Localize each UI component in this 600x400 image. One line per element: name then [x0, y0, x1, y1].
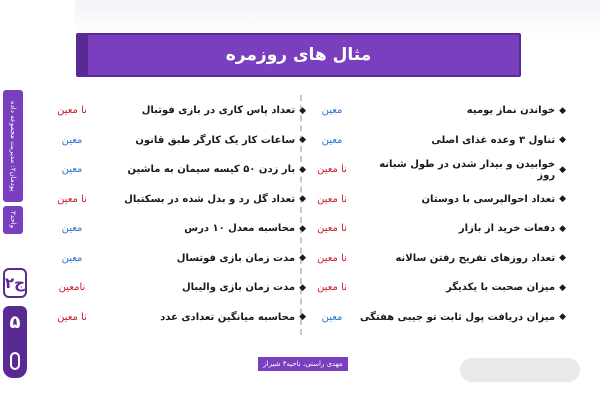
classification-label: نا معین	[57, 193, 87, 205]
example-row	[40, 214, 310, 244]
bullet-icon: ◆	[299, 164, 306, 175]
example-item	[124, 194, 306, 205]
bullet-icon: ◆	[559, 105, 566, 116]
classification-label: نامعین	[58, 282, 86, 294]
example-item-text: خواندن نماز یومیه	[466, 105, 556, 117]
example-item	[142, 105, 306, 116]
classification-label: نا معین	[317, 282, 347, 294]
right-example-column	[300, 96, 570, 332]
example-row	[40, 155, 310, 185]
example-item-text: تعداد پاس کاری در بازی فوتبال	[141, 105, 296, 117]
example-item-text: خوابیدن و بیدار شدن در طول شبانه روز	[379, 158, 556, 181]
bullet-icon: ◆	[559, 164, 566, 175]
example-item-text: تناول ۳ وعده غذای اصلی	[431, 134, 556, 146]
classification-label: معین	[61, 223, 83, 235]
example-item	[160, 312, 306, 323]
classification-label: نا معین	[317, 193, 347, 205]
example-item-text: مدت زمان بازی فوتسال	[176, 252, 296, 264]
chapter-badge: ۲ج	[3, 268, 27, 298]
lesson-badge-decoration	[10, 352, 20, 370]
example-row	[300, 273, 570, 303]
example-row	[40, 126, 310, 156]
module-label	[3, 90, 23, 202]
bullet-icon: ◆	[299, 105, 306, 116]
page-title: مثال های روزمره	[225, 45, 372, 65]
bullet-icon: ◆	[559, 253, 566, 264]
classification-label: معین	[321, 134, 343, 146]
example-row	[40, 96, 310, 126]
example-row	[40, 303, 310, 333]
bullet-icon: ◆	[299, 135, 306, 146]
bullet-icon: ◆	[299, 253, 306, 264]
example-item-text: ساعات کار یک کارگر طبق قانون	[135, 134, 296, 146]
left-example-column	[40, 96, 310, 332]
example-item	[360, 312, 566, 323]
bullet-icon: ◆	[559, 282, 566, 293]
bullet-icon: ◆	[559, 194, 566, 205]
lesson-badge	[3, 306, 27, 378]
example-item-text: بار زدن ۵۰ کیسه سیمان به ماشین	[127, 164, 296, 176]
classification-label: نا معین	[317, 164, 347, 176]
classification-label: نا معین	[317, 223, 347, 235]
bullet-icon: ◆	[299, 223, 306, 234]
top-banner-background	[75, 0, 600, 36]
lesson-number: ۵	[9, 312, 21, 333]
example-row	[40, 244, 310, 274]
example-item	[467, 105, 566, 116]
example-item	[431, 135, 566, 146]
example-item	[182, 282, 306, 293]
classification-label: معین	[321, 105, 343, 117]
bullet-icon: ◆	[299, 282, 306, 293]
watermark-logo-icon	[460, 352, 580, 386]
example-item-text: مدت زمان بازی والیبال	[181, 282, 296, 294]
example-row	[300, 155, 570, 185]
example-item	[459, 223, 566, 234]
classification-label: معین	[61, 252, 83, 264]
example-item-text: میزان صحبت با یکدیگر	[445, 282, 556, 294]
example-row	[300, 244, 570, 274]
unit-label-text: واحد۳	[9, 211, 17, 229]
example-item-text: محاسبه میانگین تعدادی عدد	[160, 311, 296, 323]
classification-label: معین	[61, 164, 83, 176]
example-item	[177, 253, 306, 264]
example-item-text: تعداد روزهای تفریح رفتن سالانه	[395, 252, 556, 264]
example-row	[300, 214, 570, 244]
example-item	[421, 194, 566, 205]
module-label-text: پودمان۲: مدیریت مجموعه داده	[9, 100, 17, 192]
classification-label: معین	[61, 134, 83, 146]
example-row	[300, 96, 570, 126]
example-item	[446, 282, 566, 293]
example-row	[40, 273, 310, 303]
classification-label: معین	[321, 311, 343, 323]
classification-label: نا معین	[57, 311, 87, 323]
example-item	[395, 253, 566, 264]
classification-label: نا معین	[317, 252, 347, 264]
bullet-icon: ◆	[559, 223, 566, 234]
title-banner	[76, 33, 521, 77]
example-item-text: دفعات خرید از بازار	[458, 223, 556, 235]
classification-label: نا معین	[57, 105, 87, 117]
title-banner-strip	[78, 35, 88, 75]
example-item-text: محاسبه معدل ۱۰ درس	[184, 223, 296, 235]
example-row	[40, 185, 310, 215]
example-item	[184, 223, 306, 234]
bullet-icon: ◆	[559, 312, 566, 323]
example-row	[300, 303, 570, 333]
example-item-text: تعداد گل رد و بدل شده در بسکتبال	[124, 193, 296, 205]
example-item	[360, 159, 566, 181]
bullet-icon: ◆	[299, 312, 306, 323]
example-item	[135, 135, 306, 146]
example-item-text: میزان دریافت پول ثابت تو جیبی هفتگی	[359, 311, 556, 323]
unit-label	[3, 206, 23, 234]
example-row	[300, 126, 570, 156]
bullet-icon: ◆	[559, 135, 566, 146]
example-item	[128, 164, 306, 175]
example-row	[300, 185, 570, 215]
bullet-icon: ◆	[299, 194, 306, 205]
example-item-text: تعداد احوالپرسی با دوستان	[421, 193, 556, 205]
author-footer: مهدی راستی، ناحیه۳ شیراز	[258, 357, 348, 371]
